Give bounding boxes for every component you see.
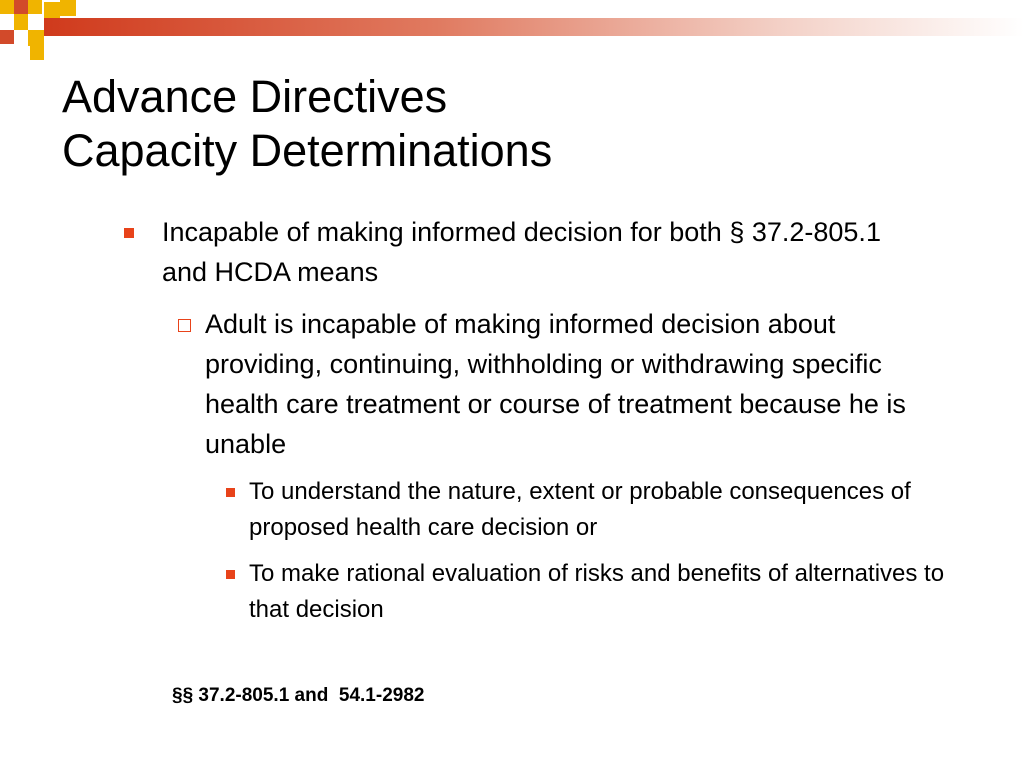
corner-square: [28, 30, 44, 46]
slide-title: [62, 70, 552, 178]
corner-square: [14, 0, 28, 14]
bullet-level-2: [178, 304, 918, 464]
bullet-text: Adult is incapable of making informed decision about providing, continuing, withholding or withdrawing specific health care treatment or course of treatment because he is unable: [205, 309, 906, 459]
hollow-square-bullet-icon: [178, 319, 191, 332]
slide-title-line-1: Advance Directives: [62, 71, 448, 122]
header-gradient-bar: [44, 18, 1024, 36]
bullet-text: To make rational evaluation of risks and benefits of alternatives to that decision: [249, 560, 945, 623]
bullet-level-3: [226, 474, 966, 546]
corner-square: [44, 2, 60, 18]
corner-square: [14, 14, 28, 30]
square-bullet-icon: [124, 228, 134, 238]
square-bullet-icon: [226, 570, 235, 579]
statute-citation: §§ 37.2-805.1 and 54.1-2982: [172, 685, 425, 706]
corner-square: [0, 0, 14, 14]
corner-square: [60, 0, 76, 16]
corner-square: [28, 0, 42, 14]
corner-square: [0, 30, 14, 44]
bullet-text: To understand the nature, extent or probable consequences of proposed health care decision or: [249, 478, 911, 541]
slide-title-line-2: Capacity Determinations: [62, 125, 553, 176]
bullet-level-3: [226, 556, 966, 628]
square-bullet-icon: [226, 488, 235, 497]
bullet-level-1: [124, 212, 904, 292]
bullet-text: Incapable of making informed decision for both § 37.2-805.1 and HCDA means: [162, 217, 881, 287]
corner-square: [30, 46, 44, 60]
